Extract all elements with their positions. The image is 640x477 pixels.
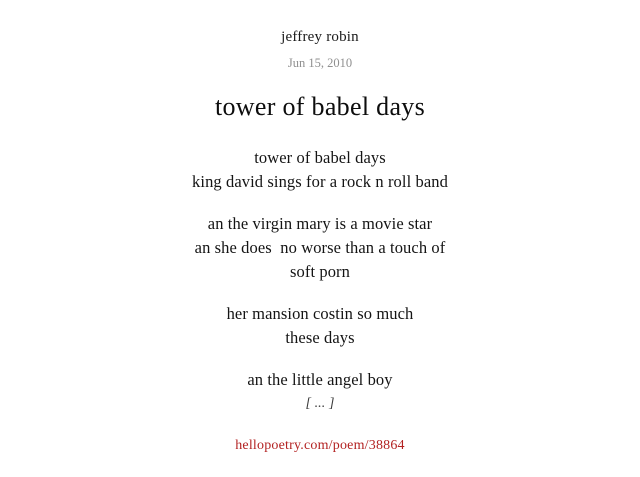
poem-line: king david sings for a rock n roll band xyxy=(192,172,448,192)
source-link[interactable]: hellopoetry.com/poem/38864 xyxy=(235,437,405,453)
poem-line: an the virgin mary is a movie star xyxy=(207,214,433,234)
poem-line: tower of babel days xyxy=(254,148,386,168)
poem-line: an she does no worse than a touch of xyxy=(194,237,446,257)
poem-line: an the little angel boy xyxy=(247,369,393,389)
page-title: tower of babel days xyxy=(214,92,426,121)
poem-stanza xyxy=(192,302,448,350)
poem-stanza xyxy=(192,212,448,284)
poem-line: these days xyxy=(285,327,355,347)
poem-line: her mansion costin so much xyxy=(226,303,414,323)
author-name: jeffrey robin xyxy=(281,29,359,45)
publish-date: Jun 15, 2010 xyxy=(287,56,353,70)
poem-continuation: [ ... ] xyxy=(305,395,335,411)
poem-line: soft porn xyxy=(289,261,351,281)
poem-stanza xyxy=(192,146,448,194)
poem-body xyxy=(192,146,448,414)
poem-stanza xyxy=(192,368,448,414)
